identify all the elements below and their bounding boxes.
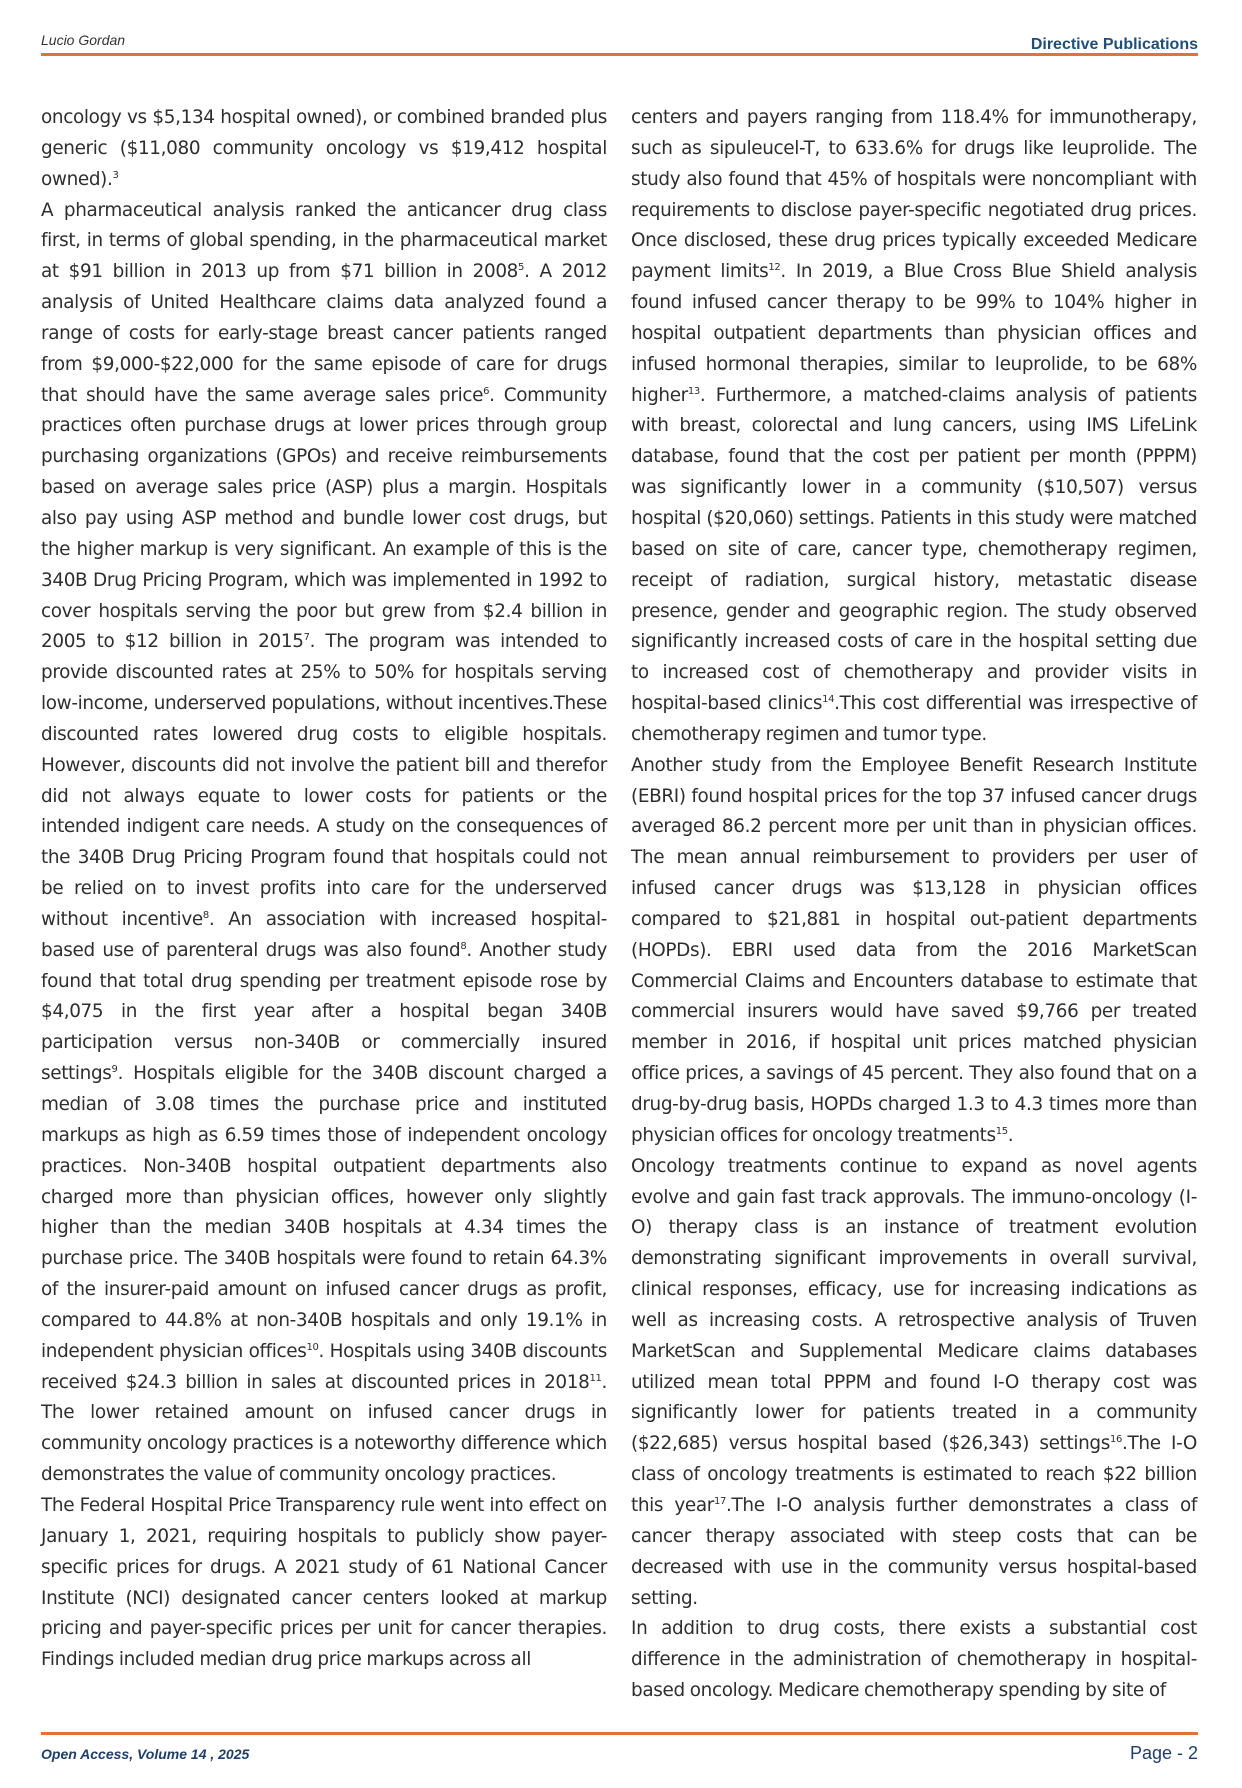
citation-superscript: 14 xyxy=(822,694,835,706)
paragraph: In addition to drug costs, there exists a substantial cost difference in the administration of chemotherapy in hospital-based oncology. Medicare chemotherapy spending by site of xyxy=(631,1618,1197,1702)
citation-superscript: 5 xyxy=(518,262,525,274)
volume-info: Open Access, Volume 14 , 2025 xyxy=(41,1746,250,1762)
author-name: Lucio Gordan xyxy=(41,32,126,48)
journal-name: Directive Publications xyxy=(1030,36,1198,53)
citation-superscript: 11 xyxy=(589,1372,602,1384)
citation-superscript: 7 xyxy=(303,632,310,644)
right-column xyxy=(631,103,1197,1707)
citation-superscript: 16 xyxy=(1109,1434,1123,1446)
citation-superscript: 8 xyxy=(460,940,467,952)
paragraph: A pharmaceutical analysis ranked the anticancer drug class first, in terms of global spending, in the pharmaceutical market at $91 billion in 2013 up from $71 billion in 2008$^5$. A 2012 analysis of United Healthcare claims data analyzed found a range of costs for early-stage breast cancer patients ranged from $9,000-$22,000 for the same episode of care for drugs that should have the same average sales price$^6$. Community practices often purchase drugs at lower prices through group purchasing organizations (GPOs) and receive reimbursements based on average sales price (ASP) plus a margin. Hospitals also pay using ASP method and bundle lower cost drugs, but the higher markup is very significant. An example of this is the 340B Drug Pricing Program, which was implemented in 1992 to cover hospitals serving the poor but grew from $2.4 billion in 2005 to $12 billion in 2015$^7$. The program was intended to provide discounted rates at 25% to 50% for hospitals serving low-income, underserved populations, without incentives.These discounted rates lowered drug costs to eligible hospitals. However, discounts did not involve the patient bill and therefor did not always equate to lower costs for patients or the intended indigent care needs. A study on the consequences of the 340B Drug Pricing Program found that hospitals could not be relied on to invest profits into care for the underserved without incentive$^8$. An association with increased hospital-based use of parenteral drugs was also found$^8$. Another study found that total drug spending per treatment episode rose by $4,075 in the first year after a hospital began 340B participation versus non-340B or commercially insured settings$^9$. Hospitals eligible for the 340B discount charged a median of 3.08 times the purchase price and instituted markups as high as 6.59 times those of independent oncology practices. Non-340B hospital outpatient departments also charged more than physician offices, however only slightly higher than the median 340B hospitals at 4.34 times the purchase price. The 340B hospitals were found to retain 64.3% of the insurer-paid amount on infused cancer drugs as profit, compared to 44.8% at non-340B hospitals and only 19.1% in independent physician offices$^{10}$. Hospitals using 340B discounts received $24.3 billion in sales at discounted prices in 2018$^{11}$. The lower retained amount on infused cancer drugs in community oncology practices is a noteworthy difference which demonstrates the value of community oncology practices. xyxy=(41,199,608,1486)
page-header xyxy=(41,0,1198,56)
citation-superscript: 3 xyxy=(112,169,119,181)
header-divider xyxy=(41,53,1198,56)
citation-superscript: 17 xyxy=(714,1495,727,1507)
paragraph: Oncology treatments continue to expand as novel agents evolve and gain fast track approvals. The immuno-oncology (I-O) therapy class is an instance of treatment evolution demonstrating significant improvements in overall survival, clinical responses, efficacy, use for increasing indications as well as increasing costs. A retrospective analysis of Truven MarketScan and Supplemental Medicare claims databases utilized mean total PPPM and found I-O therapy cost was significantly lower for patients treated in a community ($22,685) versus hospital based ($26,343) settings$^{16}$.The I-O class of oncology treatments is estimated to reach $22 billion this year$^{17}$.The I-O analysis further demonstrates a class of cancer therapy associated with steep costs that can be decreased with use in the community versus hospital-based setting. xyxy=(631,1155,1197,1609)
page-number: Page - 2 xyxy=(1129,1743,1198,1763)
paragraph: centers and payers ranging from 118.4% for immunotherapy, such as sipuleucel-T, to 633.6% for drugs like leuprolide. The study also found that 45% of hospitals were noncompliant with requirements to disclose payer-specific negotiated drug prices. Once disclosed, these drug prices typically exceeded Medicare payment limits$^{12}$. In 2019, a Blue Cross Blue Shield analysis found infused cancer therapy to be 99% to 104% higher in hospital outpatient departments than physician offices and infused hormonal therapies, similar to leuprolide, to be 68% higher$^{13}$. Furthermore, a matched-claims analysis of patients with breast, colorectal and lung cancers, using IMS LifeLink database, found that the cost per patient per month (PPPM) was significantly lower in a community ($10,507) versus hospital ($20,060) settings. Patients in this study were matched based on site of care, cancer type, chemotherapy regimen, receipt of radiation, surgical history, metastatic disease presence, gender and geographic region. The study observed significantly increased costs of care in the hospital setting due to increased cost of chemotherapy and provider visits in hospital-based clinics$^{14}$.This cost differential was irrespective of chemotherapy regimen and tumor type. xyxy=(631,107,1198,745)
citation-superscript: 8 xyxy=(202,909,209,921)
citation-superscript: 13 xyxy=(687,385,700,397)
left-column xyxy=(41,103,607,1676)
paragraph: oncology vs $5,134 hospital owned), or combined branded plus generic ($11,080 community oncology vs $19,412 hospital owned).$^3$ xyxy=(41,107,607,190)
citation-superscript: 9 xyxy=(111,1064,118,1076)
footer-divider xyxy=(41,1732,1198,1735)
citation-superscript: 15 xyxy=(995,1125,1008,1137)
citation-superscript: 10 xyxy=(306,1341,319,1353)
citation-superscript: 6 xyxy=(483,385,490,397)
paragraph: The Federal Hospital Price Transparency rule went into effect on January 1, 2021, requiring hospitals to publicly show payer-specific prices for drugs. A 2021 study of 61 National Cancer Institute (NCI) designated cancer centers looked at markup pricing and payer-specific prices per unit for cancer therapies. Findings included median drug price markups across all xyxy=(41,1494,607,1671)
citation-superscript: 12 xyxy=(768,262,781,274)
paragraph: Another study from the Employee Benefit Research Institute (EBRI) found hospital prices for the top 37 infused cancer drugs averaged 86.2 percent more per unit than in physician offices. The mean annual reimbursement to providers per user of infused cancer drugs was $13,128 in physician offices compared to $21,881 in hospital out-patient departments (HOPDs). EBRI used data from the 2016 MarketScan Commercial Claims and Encounters database to estimate that commercial insurers would have saved $9,766 per treated member in 2016, if hospital unit prices matched physician office prices, a savings of 45 percent. They also found that on a drug-by-drug basis, HOPDs charged 1.3 to 4.3 times more than physician offices for oncology treatments$^{15}$. xyxy=(631,754,1197,1146)
page-footer xyxy=(41,1730,1198,1770)
